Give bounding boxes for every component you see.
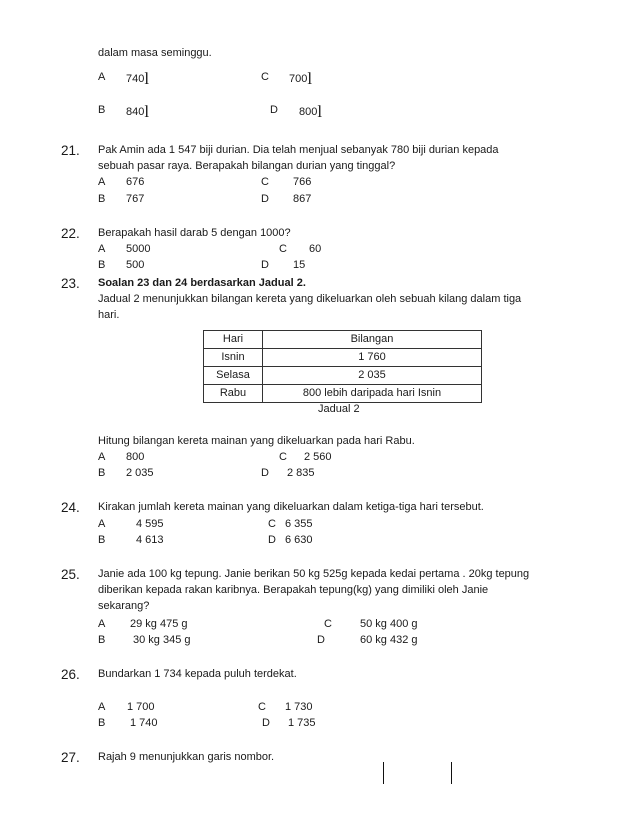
table-header-cell: Hari xyxy=(204,331,263,349)
option-value[interactable]: 2 035 xyxy=(126,467,154,479)
question-text: Berapakah hasil darab 5 dengan 1000? xyxy=(98,227,291,239)
option-value[interactable]: 767 xyxy=(126,193,145,205)
option-letter[interactable]: B xyxy=(98,717,106,729)
table-cell: 1 760 xyxy=(263,349,482,367)
option-value[interactable]: 500 xyxy=(126,259,145,271)
option-letter[interactable]: D xyxy=(261,259,269,271)
option-letter[interactable]: A xyxy=(98,176,106,188)
option-letter[interactable]: A xyxy=(98,518,106,530)
number-line-tick xyxy=(451,762,452,784)
option-letter[interactable]: B xyxy=(98,259,106,271)
option-letter[interactable]: B xyxy=(98,534,106,546)
question-number: 21. xyxy=(61,143,80,158)
question-text: Kirakan jumlah kereta mainan yang dikeluarkan dalam ketiga-tiga hari tersebut. xyxy=(98,501,484,513)
data-table xyxy=(203,330,482,403)
option-letter[interactable]: A xyxy=(98,243,106,255)
option-value[interactable]: 766 xyxy=(293,176,312,188)
option-value[interactable]: 29 kg 475 g xyxy=(130,618,188,630)
question-text: hari. xyxy=(98,309,120,321)
option-letter[interactable]: D xyxy=(270,104,278,116)
option-value[interactable]: 60 xyxy=(309,243,322,255)
table-row xyxy=(204,349,482,367)
table-cell: Rabu xyxy=(204,385,263,403)
table-header-row xyxy=(204,331,482,349)
option-letter[interactable]: C xyxy=(268,518,276,530)
option-value[interactable]: 676 xyxy=(126,176,145,188)
question-number: 26. xyxy=(61,667,80,682)
question-text: sebuah pasar raya. Berapakah bilangan durian yang tinggal? xyxy=(98,160,396,172)
liter-unit: l xyxy=(144,102,150,121)
question-text: sekarang? xyxy=(98,600,150,612)
question-text: diberikan kepada rakan karibnya. Berapakah tepung(kg) yang dimiliki oleh Janie xyxy=(98,584,489,596)
option-value[interactable]: 4 613 xyxy=(136,534,164,546)
question-text: Janie ada 100 kg tepung. Janie berikan 50 kg 525g kepada kedai pertama . 20kg tepung xyxy=(98,568,530,580)
option-value[interactable]: 4 595 xyxy=(136,518,164,530)
table-cell: 800 lebih daripada hari Isnin xyxy=(263,385,482,403)
question-text: Hitung bilangan kereta mainan yang dikeluarkan pada hari Rabu. xyxy=(98,435,415,447)
question-number: 27. xyxy=(61,750,80,765)
question-continuation-text: dalam masa seminggu. xyxy=(98,47,212,59)
option-value[interactable]: 5000 xyxy=(126,243,151,255)
option-value[interactable]: 700l xyxy=(289,69,313,88)
option-letter[interactable]: B xyxy=(98,104,106,116)
liter-unit: l xyxy=(144,69,150,88)
option-letter[interactable]: C xyxy=(261,176,269,188)
table-cell: Selasa xyxy=(204,367,263,385)
table-row xyxy=(204,367,482,385)
table-cell: Isnin xyxy=(204,349,263,367)
option-letter[interactable]: B xyxy=(98,634,106,646)
option-letter[interactable]: B xyxy=(98,193,106,205)
option-letter[interactable]: D xyxy=(317,634,325,646)
question-text: Bundarkan 1 734 kepada puluh terdekat. xyxy=(98,668,297,680)
question-number: 22. xyxy=(61,226,80,241)
liter-unit: l xyxy=(317,102,323,121)
option-letter[interactable]: C xyxy=(258,701,266,713)
question-number: 24. xyxy=(61,500,80,515)
option-letter[interactable]: C xyxy=(324,618,332,630)
option-value[interactable]: 1 735 xyxy=(288,717,316,729)
option-value[interactable]: 1 730 xyxy=(285,701,313,713)
question-text: Rajah 9 menunjukkan garis nombor. xyxy=(98,751,275,763)
option-letter[interactable]: D xyxy=(268,534,276,546)
table-row xyxy=(204,385,482,403)
liter-unit: l xyxy=(307,69,313,88)
option-letter[interactable]: C xyxy=(279,243,287,255)
option-value[interactable]: 30 kg 345 g xyxy=(133,634,191,646)
question-number: 25. xyxy=(61,567,80,582)
table-cell: 2 035 xyxy=(263,367,482,385)
option-letter[interactable]: C xyxy=(279,451,287,463)
option-value[interactable]: 50 kg 400 g xyxy=(360,618,418,630)
table-header-cell: Bilangan xyxy=(263,331,482,349)
option-value[interactable]: 1 740 xyxy=(130,717,158,729)
option-value[interactable]: 6 630 xyxy=(285,534,313,546)
option-value[interactable]: 60 kg 432 g xyxy=(360,634,418,646)
option-value[interactable]: 15 xyxy=(293,259,306,271)
option-letter[interactable]: A xyxy=(98,618,106,630)
option-value[interactable]: 740l xyxy=(126,69,150,88)
option-letter[interactable]: A xyxy=(98,71,106,83)
question-number: 23. xyxy=(61,276,80,291)
question-text: Jadual 2 menunjukkan bilangan kereta yang dikeluarkan oleh sebuah kilang dalam tiga xyxy=(98,293,522,305)
option-value[interactable]: 2 835 xyxy=(287,467,315,479)
option-value[interactable]: 840l xyxy=(126,102,150,121)
section-heading: Soalan 23 dan 24 berdasarkan Jadual 2. xyxy=(98,277,306,289)
option-letter[interactable]: D xyxy=(262,717,270,729)
option-letter[interactable]: A xyxy=(98,701,106,713)
option-letter[interactable]: D xyxy=(261,467,269,479)
option-letter[interactable]: B xyxy=(98,467,106,479)
question-text: Pak Amin ada 1 547 biji durian. Dia telah menjual sebanyak 780 biji durian kepada xyxy=(98,144,499,156)
table-caption: Jadual 2 xyxy=(318,403,360,415)
option-letter[interactable]: A xyxy=(98,451,106,463)
option-letter[interactable]: C xyxy=(261,71,269,83)
number-line-tick xyxy=(383,762,384,784)
option-value[interactable]: 800 xyxy=(126,451,145,463)
option-letter[interactable]: D xyxy=(261,193,269,205)
option-value[interactable]: 1 700 xyxy=(127,701,155,713)
option-value[interactable]: 6 355 xyxy=(285,518,313,530)
option-value[interactable]: 2 560 xyxy=(304,451,332,463)
option-value[interactable]: 867 xyxy=(293,193,312,205)
option-value[interactable]: 800l xyxy=(299,102,323,121)
